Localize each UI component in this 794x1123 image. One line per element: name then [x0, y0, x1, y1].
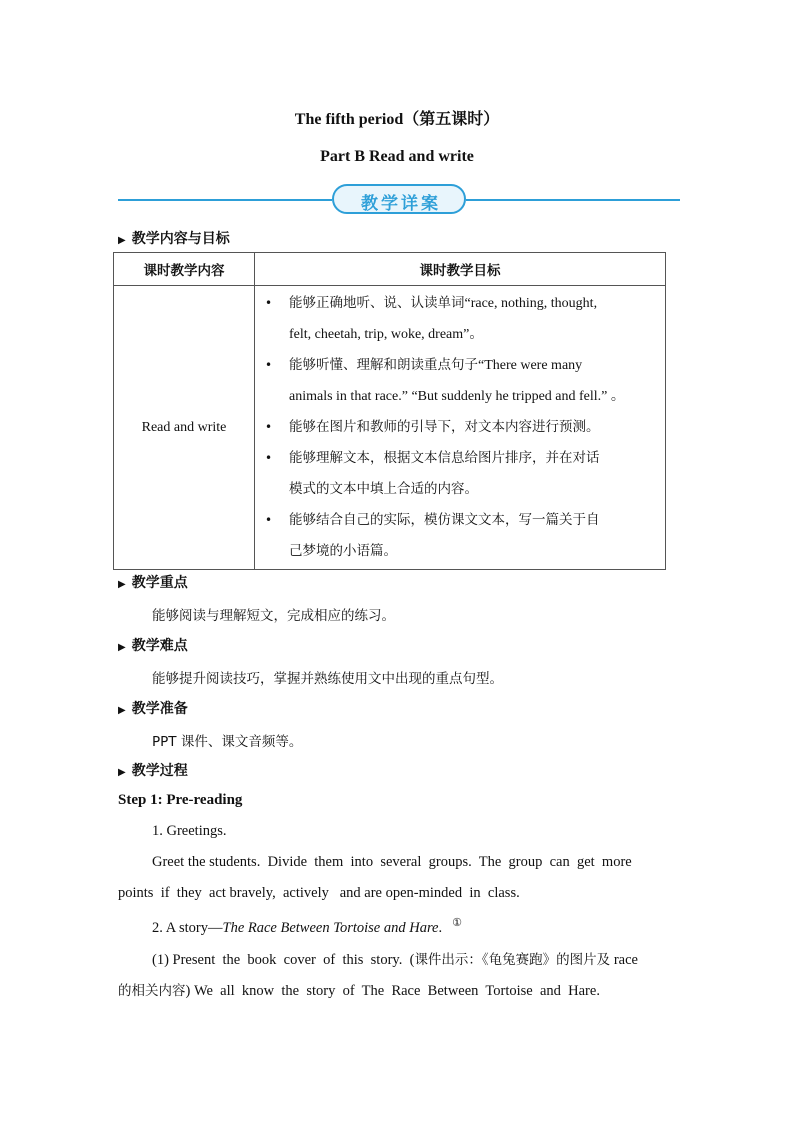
text-run: ) We all know the story of The Race Between Tortoise and Hare.: [185, 983, 600, 999]
triangle-icon: ▶: [118, 642, 126, 653]
goal-text-en: “race, nothing, thought,: [464, 296, 598, 311]
page-subtitle: Part B Read and write: [320, 148, 474, 165]
bullet-icon: •: [265, 451, 273, 465]
story-prefix: 2. A story—: [152, 919, 223, 936]
bullet-icon: •: [265, 358, 273, 372]
section-heading: 教学内容与目标: [131, 231, 230, 247]
goal-text-cn: 能够结合自己的实际，模仿课文文本，写一篇关于自: [289, 512, 600, 528]
content-value: Read and write: [141, 419, 227, 435]
paragraph-line: [152, 948, 638, 969]
table-cell-content: [114, 286, 255, 570]
goal-text-cn: 能够正确地听、说、认读单词: [289, 295, 465, 311]
triangle-icon: ▶: [118, 705, 126, 716]
text-run-cn: 课件出示：《龟兔赛跑》的图片及: [414, 952, 611, 968]
key-points-text: 能够阅读与理解短文，完成相应的练习。: [152, 608, 395, 624]
section-difficulties: [118, 635, 188, 655]
goal-item: [265, 288, 659, 350]
goals-table: [113, 252, 666, 570]
section-heading: 教学重点: [131, 575, 188, 591]
text-run: (1) Present the book cover of this story. (: [152, 952, 415, 968]
paragraph-line: [118, 979, 600, 1000]
section-heading: 教学准备: [131, 701, 188, 717]
goal-text-cn: 能够理解文本，根据文本信息给图片排序，并在对话: [289, 450, 600, 466]
banner-pill: [332, 184, 466, 214]
story-title: The Race Between Tortoise and Hare: [222, 919, 439, 936]
goal-text-line2: 模式的文本中填上合适的内容。: [289, 481, 478, 497]
triangle-icon: ▶: [118, 767, 126, 778]
table-row: [114, 286, 666, 570]
table-cell-goals: [255, 286, 666, 570]
goal-text-line2: felt, cheetah, trip, woke, dream”。: [289, 327, 484, 342]
section-heading: 教学过程: [131, 763, 188, 779]
footnote-mark: ①: [452, 917, 462, 929]
page-title: The fifth period（第五课时）: [294, 111, 500, 128]
goal-item: [265, 443, 659, 505]
goal-item: [265, 412, 659, 443]
paragraph-line: points if they act bravely, actively and are open-minded in class.: [118, 885, 520, 901]
text-run-cn: 的相关内容: [118, 983, 186, 999]
triangle-icon: ▶: [118, 235, 126, 246]
goal-text-en: “There were many: [478, 358, 583, 373]
text-run: race: [610, 952, 638, 968]
step-heading: Step 1: Pre-reading: [118, 792, 243, 808]
story-suffix: .: [438, 919, 443, 936]
section-preparation: [118, 698, 188, 718]
bullet-icon: •: [265, 420, 273, 434]
banner-label: 教学详案: [361, 193, 441, 214]
section-banner: [118, 182, 680, 218]
section-content-goals: [118, 228, 230, 248]
process-item: [152, 916, 462, 937]
goal-text-cn: 能够听懂、理解和朗读重点句子: [289, 357, 478, 373]
table-header-goals: 课时教学目标: [255, 253, 666, 286]
goal-text-line2: 己梦境的小语篇。: [289, 543, 397, 559]
section-key-points: [118, 572, 188, 592]
goal-item: [265, 505, 659, 567]
process-item: 1. Greetings.: [152, 823, 227, 839]
bullet-icon: •: [265, 513, 273, 527]
preparation-text: PPT 课件、课文音频等。: [152, 734, 303, 750]
section-heading: 教学难点: [131, 638, 188, 654]
paragraph-line: Greet the students. Divide them into several groups. The group can get more: [152, 854, 632, 870]
goal-text-cn: 能够在图片和教师的引导下，对文本内容进行预测。: [289, 419, 600, 435]
table-header-row: [114, 253, 666, 286]
banner-rule-right: [466, 199, 680, 201]
bullet-icon: •: [265, 296, 273, 310]
difficulties-text: 能够提升阅读技巧，掌握并熟练使用文中出现的重点句型。: [152, 671, 503, 687]
table-header-content: 课时教学内容: [114, 253, 255, 286]
triangle-icon: ▶: [118, 579, 126, 590]
goal-text-line2: animals in that race.” “But suddenly he tripped and fell.” 。: [289, 389, 625, 404]
section-process: [118, 760, 188, 780]
goal-item: [265, 350, 659, 412]
banner-rule-left: [118, 199, 332, 201]
